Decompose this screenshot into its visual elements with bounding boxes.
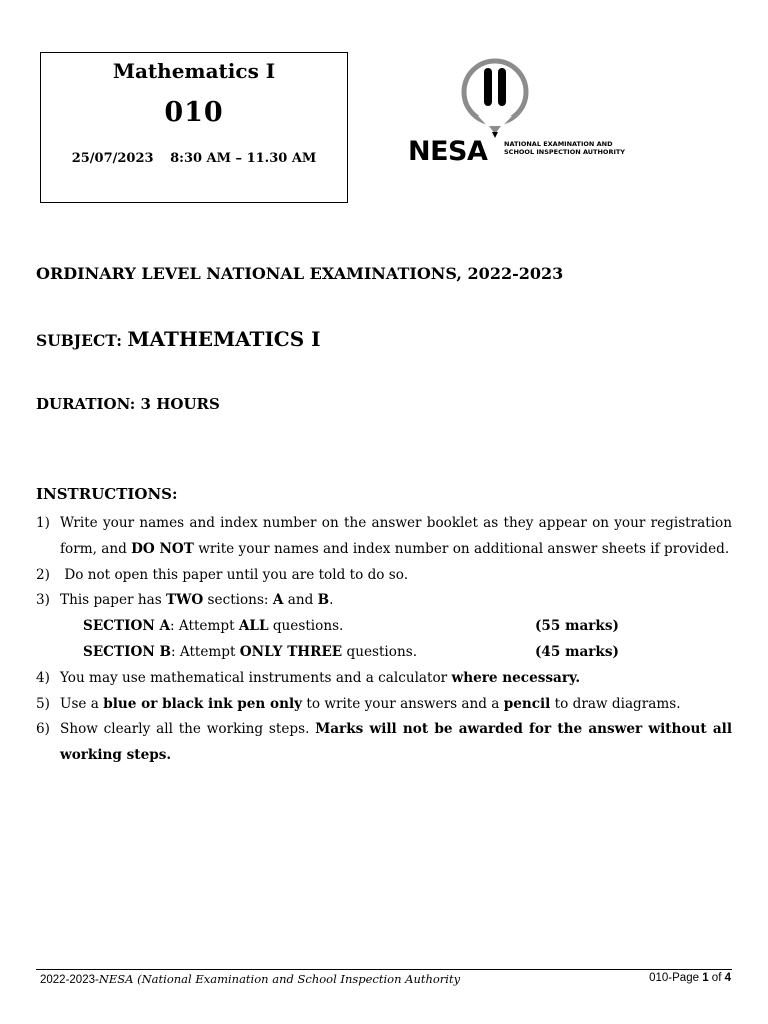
logo-authority-text: NATIONAL EXAMINATION AND SCHOOL INSPECTION AUTHORITY	[504, 140, 626, 156]
footer-divider	[36, 969, 732, 970]
instruction-item	[36, 717, 732, 769]
pencil-logo-icon	[458, 58, 536, 140]
subject-line	[36, 327, 320, 351]
exam-time: 8:30 AM – 11.30 AM	[170, 151, 317, 166]
footer-year: 2022-2023-	[40, 974, 99, 986]
exam-date: 25/07/2023	[71, 151, 154, 166]
subject-label: SUBJECT:	[36, 331, 122, 350]
subject-name: MATHEMATICS I	[127, 327, 321, 351]
bold-run: A	[272, 592, 284, 609]
item-text	[60, 717, 732, 769]
nesa-logo	[408, 58, 638, 168]
bold-run: ALL	[238, 618, 269, 635]
duration: DURATION: 3 HOURS	[36, 395, 220, 413]
section-label: SECTION B	[83, 643, 171, 660]
text-run: You may use mathematical instruments and a calculator	[60, 669, 452, 686]
instructions-heading: INSTRUCTIONS:	[36, 485, 178, 503]
page-total: 4	[724, 972, 731, 984]
text-run: write your names and index number on additional answer sheets if provided.	[193, 540, 730, 557]
text-run: sections:	[203, 592, 273, 609]
instruction-item	[36, 511, 732, 563]
box-subject-title: Mathematics I	[112, 59, 276, 83]
item-text	[60, 692, 732, 718]
page-of: of	[708, 972, 725, 984]
text-run: : Attempt	[170, 618, 239, 635]
section-label: SECTION A	[83, 618, 171, 635]
logo-wordmark: NESA	[408, 136, 488, 167]
item-number: 1)	[36, 515, 50, 531]
text-run: questions.	[342, 643, 418, 660]
item-text	[60, 588, 732, 614]
item-text	[60, 511, 732, 563]
footer-org-name: NESA (National Examination and School Inspection Authority	[98, 972, 461, 986]
bold-run: ONLY THREE	[239, 643, 343, 660]
section-b-marks: (45 marks)	[535, 643, 619, 660]
section-a-row	[36, 614, 732, 640]
bold-run: pencil	[503, 695, 551, 712]
item-text	[60, 666, 732, 692]
instruction-item	[36, 588, 732, 614]
item-number: 6)	[36, 721, 50, 738]
section-a-text	[83, 614, 535, 640]
text-run: to write your answers and a	[302, 695, 504, 712]
text-run: questions.	[268, 618, 344, 635]
instruction-item	[36, 563, 732, 589]
item-number: 3)	[36, 592, 50, 609]
exam-title: ORDINARY LEVEL NATIONAL EXAMINATIONS, 2022-2023	[36, 264, 564, 283]
page-current: 1	[702, 972, 709, 984]
footer-page-number	[649, 972, 731, 984]
instruction-item	[36, 666, 732, 692]
page-prefix: 010-Page	[649, 972, 703, 984]
bold-run: where necessary.	[451, 669, 581, 686]
item-text: Do not open this paper until you are told to do so.	[60, 566, 409, 583]
exam-header-box	[40, 52, 348, 203]
text-run: and	[283, 592, 318, 609]
item-number: 4)	[36, 669, 50, 686]
bold-run: blue or black ink pen only	[103, 695, 303, 712]
box-date-time	[41, 151, 347, 166]
text-run: : Attempt	[170, 643, 240, 660]
text-run: Write your names and index number on the answer booklet as they appear on your registration form, and	[60, 515, 732, 557]
text-run: Show clearly all the working steps.	[60, 721, 316, 738]
instruction-item	[36, 692, 732, 718]
text-run: Use a	[60, 695, 104, 712]
instructions-list	[36, 511, 732, 769]
bold-run: TWO	[166, 592, 204, 609]
box-paper-code: 010	[164, 97, 224, 128]
item-number: 2)	[36, 566, 50, 583]
text-run: This paper has	[60, 592, 166, 609]
text-run: to draw diagrams.	[550, 695, 681, 712]
bold-run: DO NOT	[131, 540, 194, 557]
section-a-marks: (55 marks)	[535, 618, 619, 635]
text-run: .	[329, 592, 334, 609]
bold-run: B	[317, 592, 330, 609]
footer-org	[40, 972, 460, 986]
item-number: 5)	[36, 695, 50, 712]
section-b-row	[36, 640, 732, 666]
bold-run: Marks will not be awarded for the answer without all working steps.	[60, 721, 732, 764]
section-b-text	[83, 640, 535, 666]
